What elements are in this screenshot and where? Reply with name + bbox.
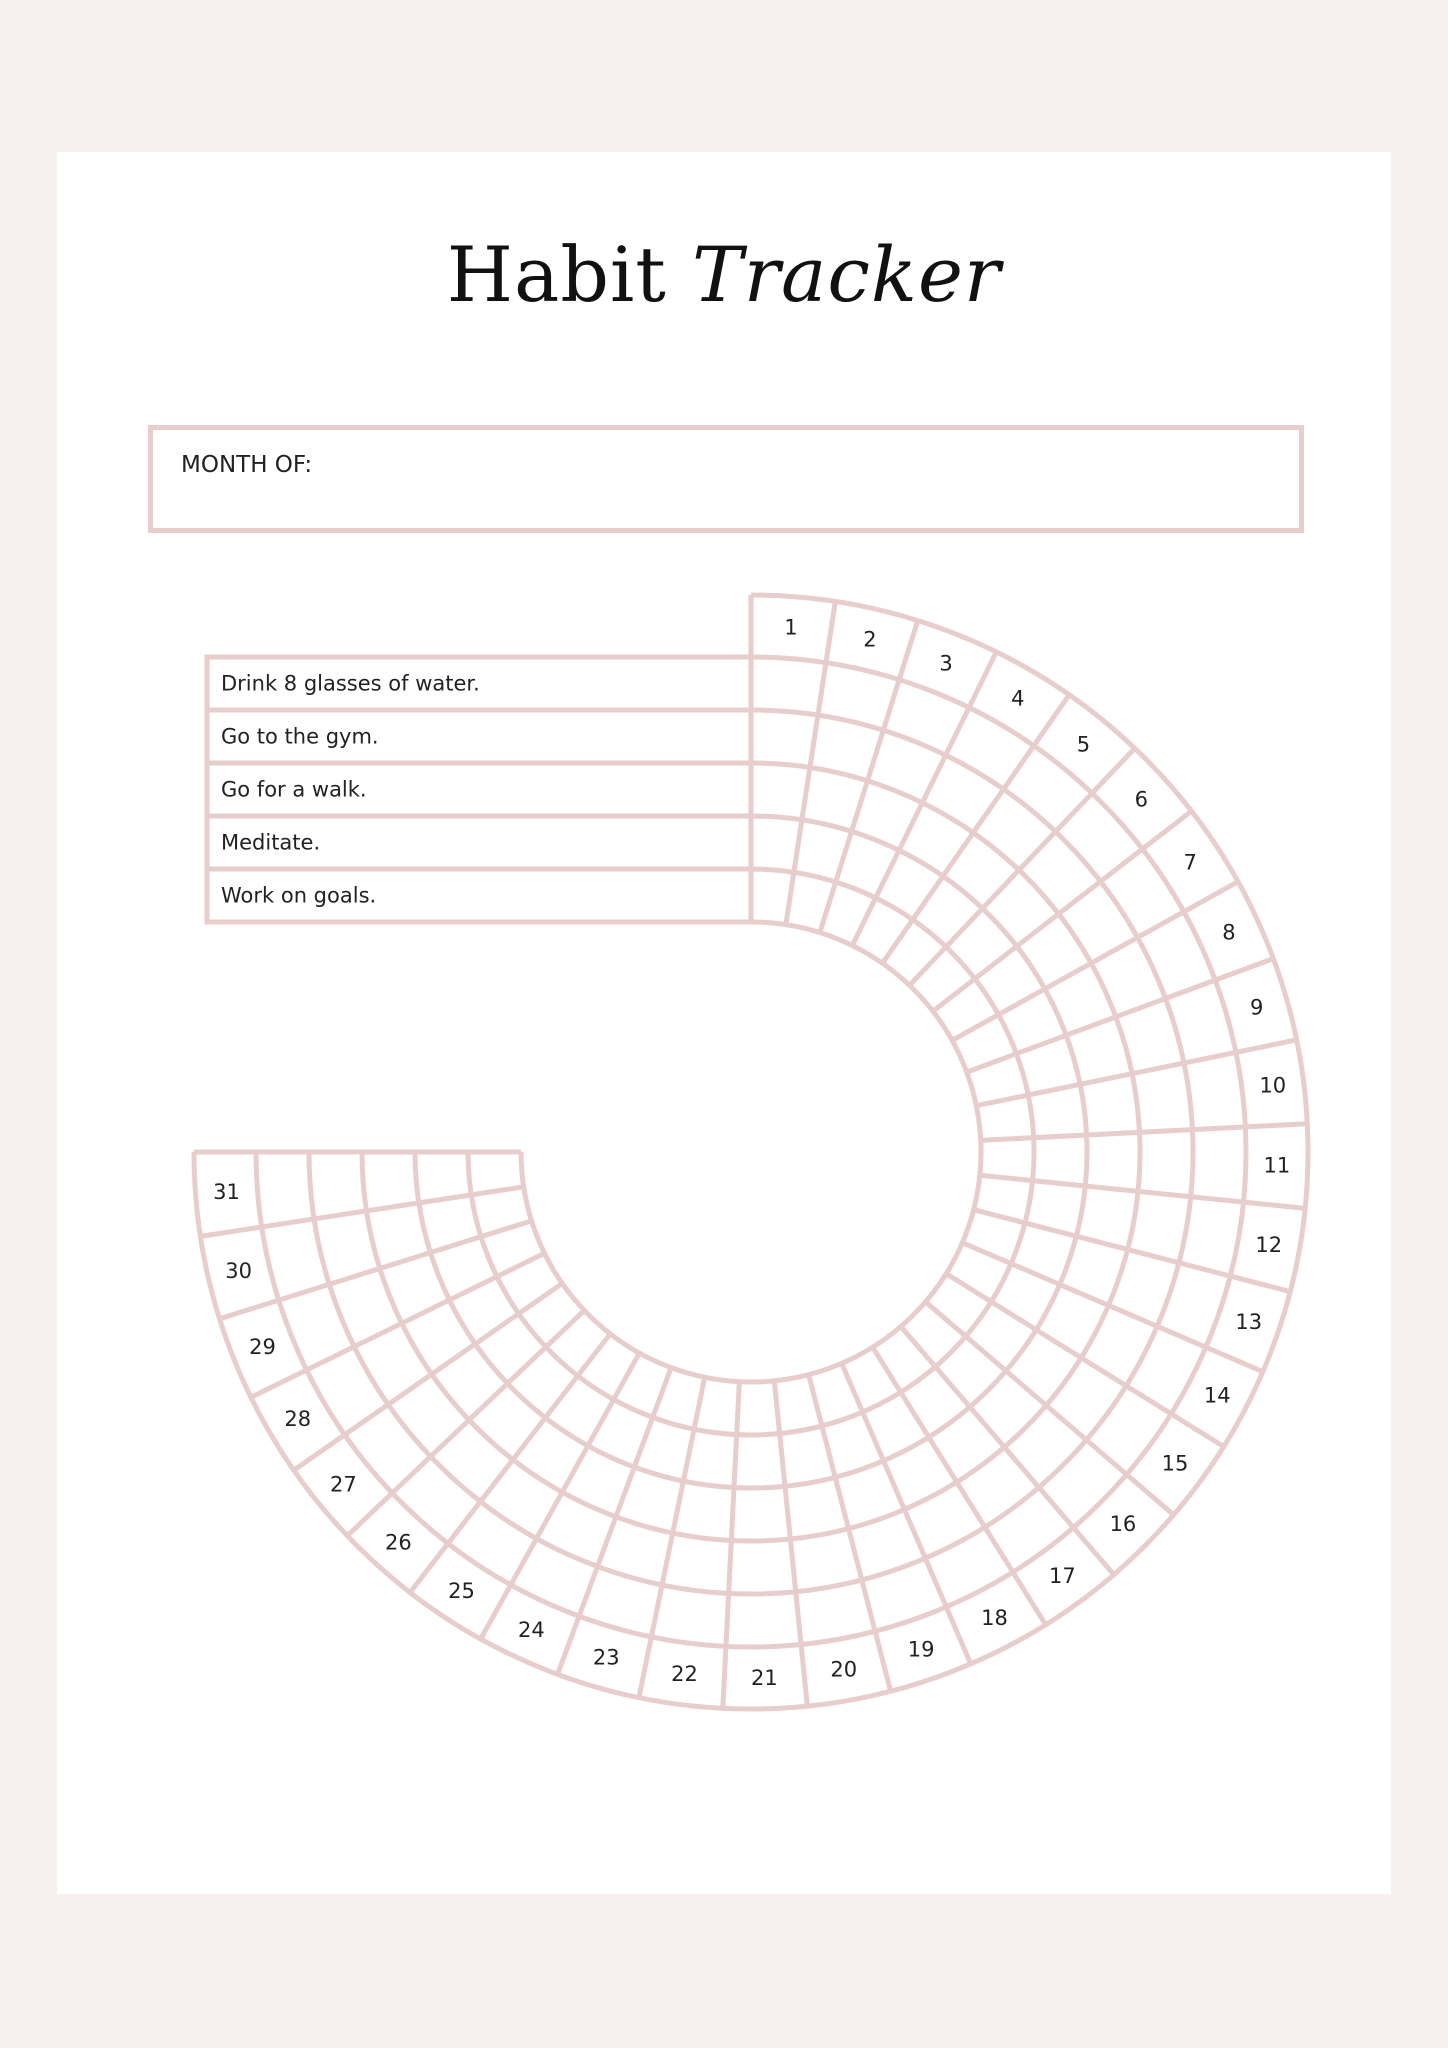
tracker-cell[interactable] (751, 657, 826, 715)
day-label: 8 (1222, 920, 1236, 945)
day-label: 1 (784, 615, 798, 640)
day-label: 11 (1263, 1153, 1291, 1178)
day-label: 21 (750, 1665, 778, 1690)
tracker-cell[interactable] (362, 1152, 419, 1211)
day-label: 23 (592, 1645, 620, 1670)
tracker-cell[interactable] (256, 1152, 314, 1227)
tracker-cell[interactable] (751, 763, 810, 820)
day-label: 25 (448, 1579, 475, 1604)
day-label: 29 (249, 1335, 276, 1360)
tracker-cell[interactable] (751, 710, 818, 767)
day-label: 17 (1048, 1563, 1076, 1588)
day-label: 2 (863, 627, 877, 652)
habit-label: Drink 8 glasses of water. (221, 671, 480, 696)
tracker-cell[interactable] (1080, 1074, 1139, 1135)
tracker-cell[interactable] (751, 816, 802, 872)
day-label: 4 (1011, 686, 1025, 711)
day-label: 13 (1235, 1310, 1263, 1335)
tracker-cell[interactable] (1033, 1135, 1087, 1186)
day-label: 3 (939, 651, 953, 676)
habit-list (207, 657, 751, 922)
habit-label: Meditate. (221, 830, 321, 855)
habit-label: Go to the gym. (221, 724, 379, 749)
tracker-cell[interactable] (980, 1138, 1034, 1181)
tracker-cell[interactable] (415, 1152, 471, 1203)
tracker-cell[interactable] (731, 1486, 790, 1541)
ring-inner-arc (521, 922, 981, 1382)
habit-label: Go for a walk. (221, 777, 367, 802)
day-label: 30 (225, 1258, 252, 1283)
tracker-cell[interactable] (726, 1592, 801, 1647)
tracker-cell[interactable] (1085, 1132, 1140, 1191)
tracker-cell[interactable] (662, 1533, 731, 1593)
day-label: 19 (907, 1637, 935, 1662)
tracker-cell[interactable] (734, 1434, 785, 1488)
day-label: 24 (518, 1617, 545, 1642)
day-label: 5 (1076, 732, 1091, 757)
tracker-cell[interactable] (729, 1539, 796, 1594)
day-label: 7 (1183, 850, 1197, 875)
day-label: 26 (385, 1530, 412, 1555)
day-label: 27 (329, 1472, 357, 1497)
tracker-cell[interactable] (1132, 1063, 1192, 1132)
tracker-cell[interactable] (1191, 1127, 1246, 1202)
tracker-cell[interactable] (1138, 1130, 1193, 1197)
day-label: 6 (1134, 787, 1148, 812)
title-italic: Tracker (692, 230, 1002, 319)
day-label: 10 (1259, 1073, 1287, 1098)
title-main: Habit (446, 230, 667, 319)
day-label: 31 (213, 1179, 240, 1204)
habit-label: Work on goals. (221, 883, 377, 908)
tracker-cell[interactable] (1184, 1052, 1245, 1129)
day-label: 28 (284, 1406, 312, 1431)
day-label: 14 (1203, 1383, 1231, 1408)
day-label: 12 (1255, 1232, 1283, 1257)
tracker-cell[interactable] (651, 1585, 728, 1646)
tracker-cell[interactable] (737, 1381, 780, 1435)
day-label: 15 (1161, 1451, 1189, 1476)
tracker-cell[interactable] (309, 1152, 366, 1219)
day-label: 22 (671, 1661, 698, 1686)
day-label: 18 (981, 1606, 1008, 1631)
day-label: 16 (1109, 1511, 1137, 1536)
day-label: 20 (830, 1657, 858, 1682)
tracker-cell[interactable] (673, 1481, 734, 1540)
month-label: MONTH OF: (181, 452, 313, 478)
day-label: 9 (1250, 995, 1264, 1020)
